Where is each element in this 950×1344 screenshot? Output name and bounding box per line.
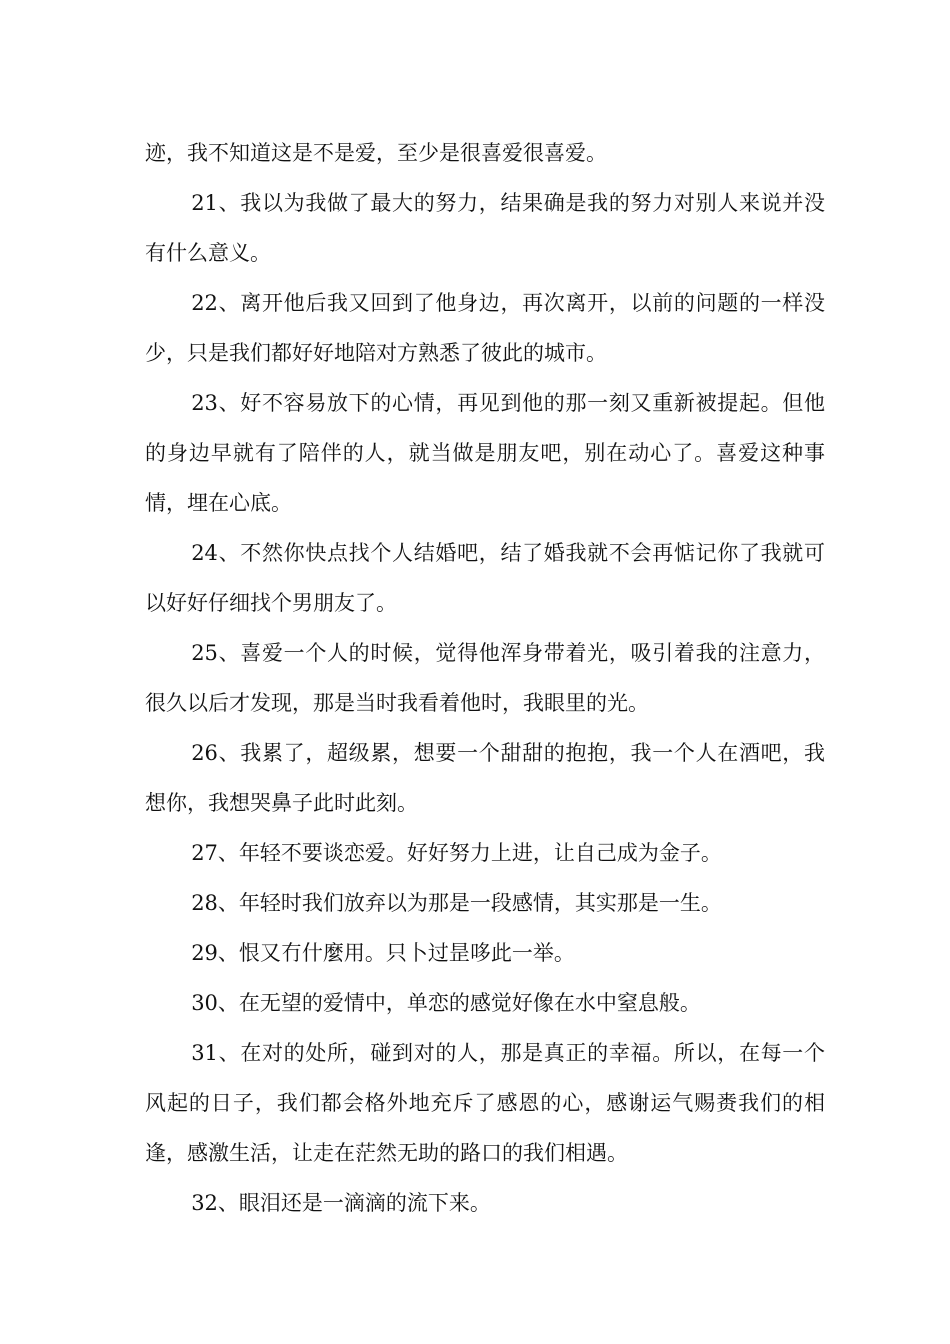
paragraph-25: 25、喜爱一个人的时候，觉得他浑身带着光，吸引着我的注意力，很久以后才发现，那是当时我看着他时，我眼里的光。: [145, 641, 825, 715]
paragraph-22: 22、离开他后我又回到了他身边，再次离开，以前的问题的一样没少，只是我们都好好地陪对方熟悉了彼此的城市。: [145, 291, 825, 365]
body-text: [145, 128, 825, 1228]
paragraph-31: 31、在对的处所，碰到对的人，那是真正的幸福。所以，在每一个风起的日子，我们都会格外地充斥了感恩的心，感谢运气赐赉我们的相逢，感激生活，让走在茫然无助的路口的我们相遇。: [145, 1041, 825, 1165]
paragraph-32: 32、眼泪还是一滴滴的流下来。: [191, 1191, 491, 1215]
paragraph-21: 21、我以为我做了最大的努力，结果确是我的努力对别人来说并没有什么意义。: [145, 191, 825, 265]
paragraph-26: 26、我累了，超级累，想要一个甜甜的抱抱，我一个人在酒吧，我想你，我想哭鼻子此时此刻。: [145, 741, 825, 815]
paragraph-23: 23、好不容易放下的心情，再见到他的那一刻又重新被提起。但他的身边早就有了陪伴的人，就当做是朋友吧，别在动心了。喜爱这种事情，埋在心底。: [145, 391, 825, 515]
paragraph-continuation: 迹，我不知道这是不是爱，至少是很喜爱很喜爱。: [145, 141, 607, 165]
paragraph-29: 29、恨又冇什麼用。只卜过昰哆此一举。: [191, 941, 575, 965]
paragraph-24: 24、不然你快点找个人结婚吧，结了婚我就不会再惦记你了我就可以好好仔细找个男朋友了。: [145, 541, 825, 615]
paragraph-30: 30、在无望的爱情中，单恋的感觉好像在水中窒息般。: [191, 991, 701, 1015]
paragraph-28: 28、年轻时我们放弃以为那是一段感情，其实那是一生。: [191, 891, 722, 915]
paragraph-27: 27、年轻不要谈恋爱。好好努力上进，让自己成为金子。: [191, 841, 722, 865]
